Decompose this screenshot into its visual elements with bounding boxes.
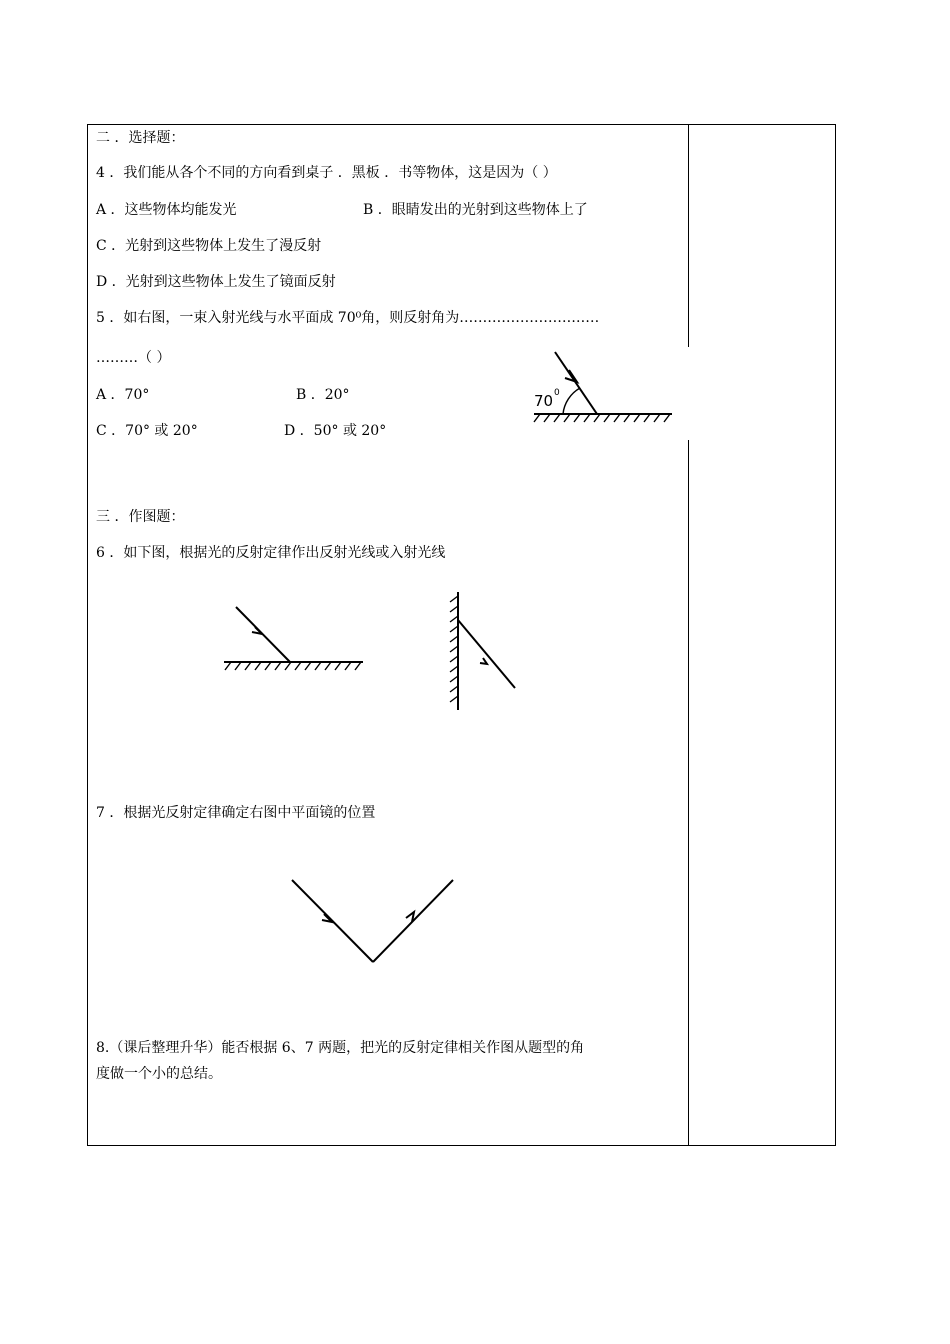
q4-stem: 4 ．我们能从各个不同的方向看到桌子 ．黑板 ．书等物体，这是因为（ ） [96, 165, 557, 181]
q8-line1: 8.（课后整理升华）能否根据 6、7 两题，把光的反射定律相关作图从题型的角 [96, 1040, 585, 1056]
q7-stem: 7 ．根据光反射定律确定右图中平面镜的位置 [96, 805, 376, 821]
q5-option-b: B ．20° [296, 387, 350, 403]
q6-figure-right [440, 590, 520, 715]
q7-figure [288, 876, 458, 968]
q5-figure [530, 348, 680, 428]
q6-figure-left [222, 604, 367, 679]
mirror-hatching [534, 414, 670, 422]
mirror-hatching [225, 662, 361, 670]
q5-stem-line2: ………（ ） [96, 350, 171, 366]
q4-option-a: A ．这些物体均能发光 [96, 202, 237, 218]
q5-stem-line1: 5 ．如右图，一束入射光线与水平面成 70⁰角，则反射角为………………………… [96, 310, 600, 326]
q5-option-c: C ．70° 或 20° [96, 423, 198, 439]
q4-option-c: C ．光射到这些物体上发生了漫反射 [96, 238, 322, 254]
angle-arc [563, 388, 580, 414]
q4-option-b: B ．眼睛发出的光射到这些物体上了 [363, 202, 588, 218]
q5-option-d: D ．50° 或 20° [284, 423, 387, 439]
incident-ray [555, 352, 597, 414]
angle-label: 70 [534, 392, 554, 410]
column-divider [688, 440, 689, 1146]
q8-line2: 度做一个小的总结。 [96, 1066, 222, 1082]
q4-option-d: D ．光射到这些物体上发生了镜面反射 [96, 274, 336, 290]
q5-option-a: A ．70° [96, 387, 150, 403]
angle-degree: 0 [554, 388, 560, 398]
section-3-title: 三 ．作图题： [96, 509, 185, 525]
reflected-ray [458, 620, 515, 688]
mirror-hatching [450, 596, 458, 702]
column-divider [688, 124, 689, 347]
reflected-arrow [406, 912, 414, 922]
incident-ray [292, 880, 373, 962]
ray-arrow [252, 627, 262, 634]
ray-arrow [480, 658, 487, 664]
section-2-title: 二 ．选择题： [96, 130, 185, 146]
q6-stem: 6 ．如下图，根据光的反射定律作出反射光线或入射光线 [96, 545, 446, 561]
